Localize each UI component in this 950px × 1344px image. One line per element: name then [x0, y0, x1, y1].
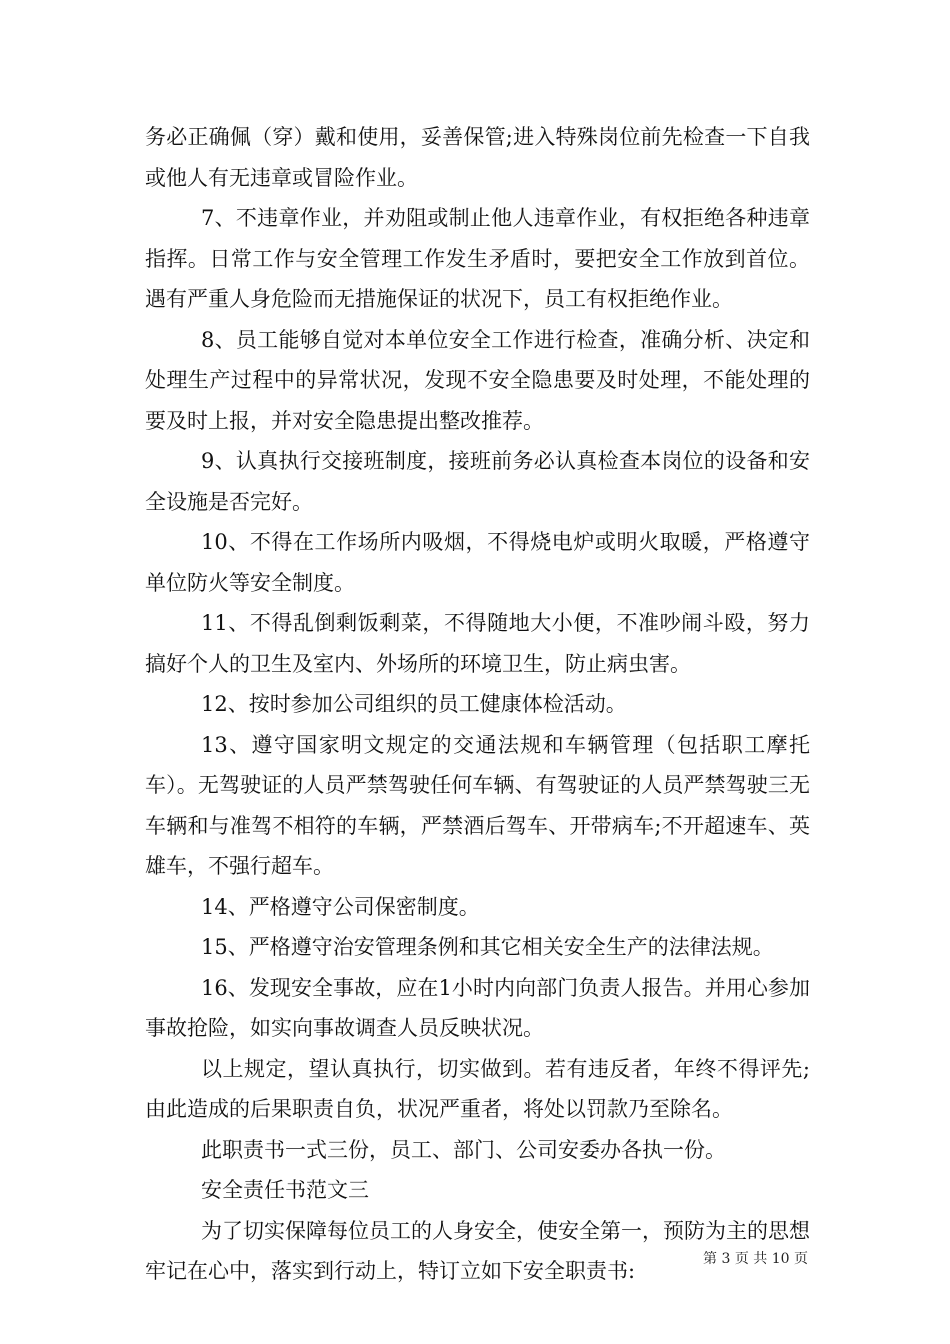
paragraph-item-9: 9、认真执行交接班制度，接班前务必认真检查本岗位的设备和安全设施是否完好。 — [145, 449, 810, 514]
paragraph-item-7: 7、不违章作业，并劝阻或制止他人违章作业，有权拒绝各种违章指挥。日常工作与安全管理工作发生矛盾时，要把安全工作放到首位。遇有严重人身危险而无措施保证的状况下，员工有权拒绝作业。 — [145, 206, 810, 311]
paragraph-item-16: 16、发现安全事故，应在1小时内向部门负责人报告。并用心参加事故抢险，如实向事故调查人员反映状况。 — [145, 975, 810, 1040]
paragraph-intro: 为了切实保障每位员工的人身安全，使安全第一，预防为主的思想牢记在心中，落实到行动上，特订立如下安全职责书: — [145, 1218, 810, 1283]
page-number-footer: 第 3 页 共 10 页 — [703, 1251, 808, 1267]
paragraph-copies: 此职责书一式三份，员工、部门、公司安委办各执一份。 — [201, 1137, 726, 1162]
paragraph-item-13: 13、遵守国家明文规定的交通法规和车辆管理（包括职工摩托车）。无驾驶证的人员严禁驾驶任何车辆、有驾驶证的人员严禁驾驶三无车辆和与准驾不相符的车辆，严禁酒后驾车、开带病车;不开超速车、英雄车，不强行超车。 — [145, 732, 810, 878]
paragraph-item-14: 14、严格遵守公司保密制度。 — [201, 894, 480, 919]
paragraph-item-15: 15、严格遵守治安管理条例和其它相关安全生产的法律法规。 — [201, 935, 774, 959]
paragraph-item-8: 8、员工能够自觉对本单位安全工作进行检查，准确分析、决定和处理生产过程中的异常状况，发现不安全隐患要及时处理，不能处理的要及时上报，并对安全隐患提出整改推荐。 — [145, 327, 810, 433]
paragraph-continuation: 务必正确佩（穿）戴和使用，妥善保管;进入特殊岗位前先检查一下自我或他人有无违章或冒险作业。 — [145, 125, 810, 190]
paragraph-closing: 以上规定，望认真执行，切实做到。若有违反者，年终不得评先;由此造成的后果职责自负，状况严重者，将处以罚款乃至除名。 — [145, 1056, 810, 1121]
section-heading: 安全责任书范文三 — [201, 1178, 369, 1202]
paragraph-item-10: 10、不得在工作场所内吸烟，不得烧电炉或明火取暖，严格遵守单位防火等安全制度。 — [145, 530, 810, 595]
paragraph-item-11: 11、不得乱倒剩饭剩菜，不得随地大小便，不准吵闹斗殴，努力搞好个人的卫生及室内、外场所的环境卫生，防止病虫害。 — [145, 611, 810, 676]
document-body — [145, 117, 810, 1292]
paragraph-item-12: 12、按时参加公司组织的员工健康体检活动。 — [201, 692, 627, 716]
